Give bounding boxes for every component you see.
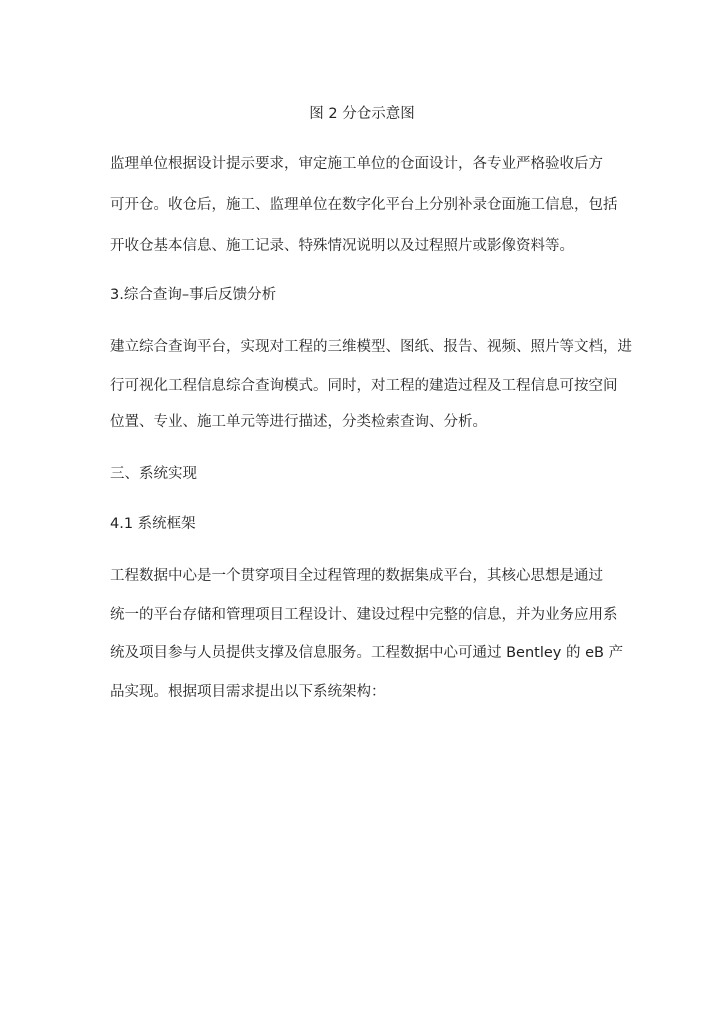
figure-caption: 图 2 分仓示意图 bbox=[309, 106, 415, 122]
paragraph-line: 位置、专业、施工单元等进行描述，分类检索查询、分析。 bbox=[110, 414, 487, 430]
heading-comprehensive-query: 3.综合查询–事后反馈分析 bbox=[110, 287, 277, 303]
paragraph-line: 工程数据中心是一个贯穿项目全过程管理的数据集成平台，其核心思想是通过 bbox=[110, 568, 603, 584]
paragraph-line: 统及项目参与人员提供支撑及信息服务。工程数据中心可通过 Bentley 的 eB 产 bbox=[110, 645, 624, 661]
heading-system-implementation: 三、系统实现 bbox=[110, 466, 197, 482]
paragraph-line: 统一的平台存储和管理项目工程设计、建设过程中完整的信息，并为业务应用系 bbox=[110, 607, 618, 623]
paragraph-line: 可开仓。收仓后，施工、监理单位在数字化平台上分别补录仓面施工信息，包括 bbox=[110, 197, 618, 213]
paragraph-line: 品实现。根据项目需求提出以下系统架构： bbox=[110, 684, 386, 700]
heading-system-framework: 4.1 系统框架 bbox=[110, 516, 196, 532]
paragraph-line: 行可视化工程信息综合查询模式。同时，对工程的建造过程及工程信息可按空间 bbox=[110, 378, 618, 394]
paragraph-line: 建立综合查询平台，实现对工程的三维模型、图纸、报告、视频、照片等文档，进 bbox=[110, 339, 632, 355]
paragraph-line: 开收仓基本信息、施工记录、特殊情况说明以及过程照片或影像资料等。 bbox=[110, 238, 574, 254]
paragraph-line: 监理单位根据设计提示要求，审定施工单位的仓面设计，各专业严格验收后方 bbox=[110, 156, 603, 172]
